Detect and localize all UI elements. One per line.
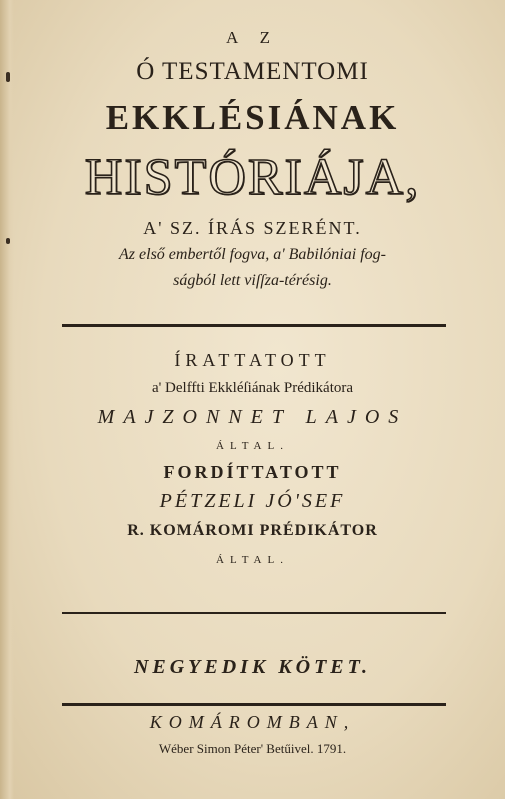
title-history: HISTÓRIÁJA, [84, 149, 421, 206]
subtitle-scope-line-1: Az első embertől fogva, a' Babilóniai fog- [119, 246, 386, 263]
subtitle-scripture: A' SZ. ÍRÁS SZERÉNT. [143, 218, 362, 238]
title-church: EKKLÉSIÁNAK [105, 98, 400, 137]
by-label: ÁLTAL. [216, 554, 289, 566]
title-article: A Z [226, 28, 279, 47]
divider-rule [62, 703, 446, 706]
author-affiliation: a' Delffti Ekkléſiának Prédikátora [151, 380, 354, 396]
imprint-place: KOMÁROMBAN, [149, 712, 356, 732]
divider-rule [62, 612, 446, 614]
divider-rule [62, 324, 446, 327]
translated-label: FORDÍTTATOTT [163, 462, 342, 482]
by-label: ÁLTAL. [216, 440, 289, 452]
written-label: ÍRATTATOTT [174, 350, 331, 370]
subtitle-scope-line-2: ságból lett viſſza-térésig. [173, 272, 332, 289]
author-name: MAJZONNET LAJOS [97, 406, 408, 428]
translator-name: PÉTZELI JÓ'SEF [159, 490, 346, 512]
translator-role: R. KOMÁROMI PRÉDIKÁTOR [127, 522, 378, 539]
title-subject: Ó TESTAMENTOMI [136, 58, 369, 85]
imprint-printer: Wéber Simon Péter' Betűivel. 1791. [158, 741, 347, 756]
volume-label: NEGYEDIK KÖTET. [133, 656, 372, 678]
